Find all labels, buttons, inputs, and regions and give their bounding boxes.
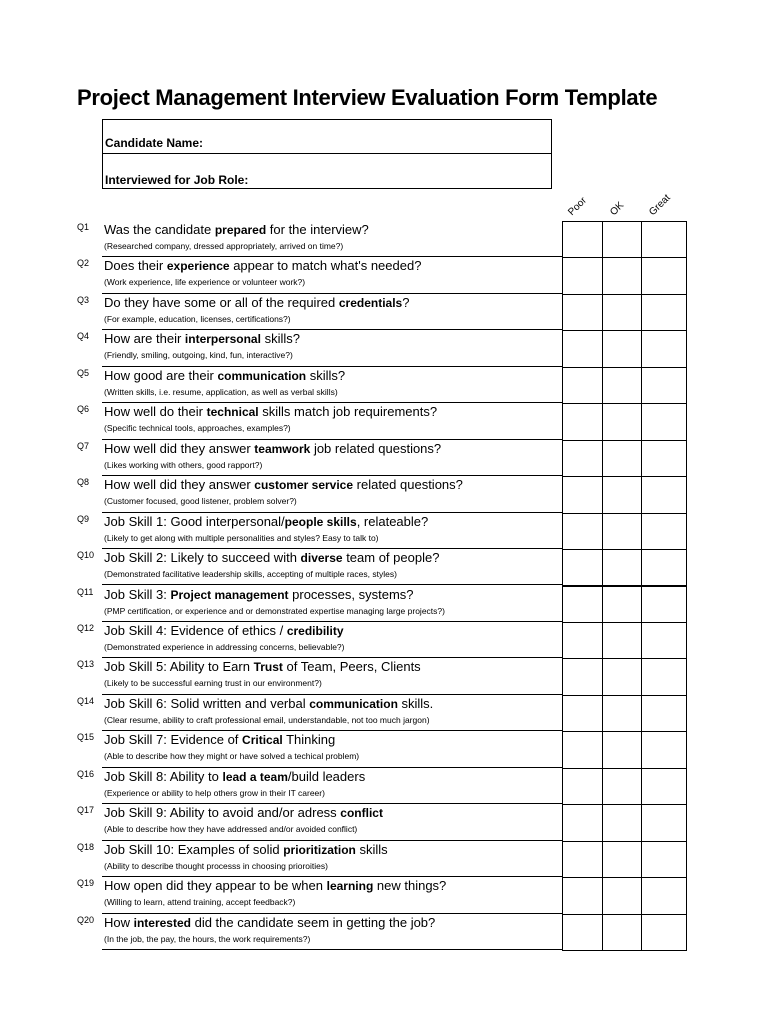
rating-cell-great[interactable]: [641, 731, 687, 768]
question-hint: (Friendly, smiling, outgoing, kind, fun, interactive?): [104, 350, 293, 361]
question-number: Q3: [77, 294, 90, 305]
rating-cell-poor[interactable]: [562, 586, 603, 623]
rating-cell-great[interactable]: [641, 804, 687, 841]
rating-cell-great[interactable]: [641, 658, 687, 695]
question-number: Q10: [77, 550, 95, 561]
rating-cell-poor[interactable]: [562, 367, 603, 404]
page-title: Project Management Interview Evaluation Form Template: [77, 85, 658, 110]
rating-cell-ok[interactable]: [602, 294, 642, 331]
rating-cell-ok[interactable]: [602, 877, 642, 914]
question-text: Job Skill 6: Solid written and verbal communication skills.: [104, 695, 434, 711]
question-text: How good are their communication skills?: [104, 367, 346, 383]
question-text: How well did they answer teamwork job related questions?: [104, 440, 442, 456]
question-text: Job Skill 3: Project management processes, systems?: [104, 586, 414, 602]
rating-cell-ok[interactable]: [602, 476, 642, 513]
rating-cell-ok[interactable]: [602, 330, 642, 367]
rating-cell-ok[interactable]: [602, 622, 642, 659]
rating-cell-great[interactable]: [641, 440, 687, 477]
rating-cell-ok[interactable]: [602, 549, 642, 586]
question-hint: (Likes working with others, good rapport?): [104, 459, 263, 470]
question-number: Q13: [77, 659, 95, 670]
rating-cell-ok[interactable]: [602, 914, 642, 951]
question-text: Does their experience appear to match what's needed?: [104, 258, 422, 274]
question-number: Q2: [77, 258, 90, 269]
rating-cell-poor[interactable]: [562, 877, 603, 914]
question-text: How open did they appear to be when learning new things?: [104, 878, 447, 894]
rating-cell-poor[interactable]: [562, 440, 603, 477]
question-number: Q9: [77, 513, 90, 524]
rating-cell-ok[interactable]: [602, 440, 642, 477]
rating-cell-poor[interactable]: [562, 221, 603, 258]
question-hint: (Likely to get along with multiple personalities and styles? Easy to talk to): [104, 532, 379, 543]
rating-cell-poor[interactable]: [562, 658, 603, 695]
rating-cell-great[interactable]: [641, 513, 687, 550]
rating-grid: [562, 221, 686, 950]
question-hint: (Able to describe how they might or have solved a techical problem): [104, 751, 360, 762]
question-hint: (PMP certification, or experience and or demonstrated expertise managing large projects?): [104, 605, 445, 616]
question-text: How are their interpersonal skills?: [104, 331, 300, 347]
rating-cell-great[interactable]: [641, 221, 687, 258]
rating-cell-great[interactable]: [641, 476, 687, 513]
question-hint: (Ability to describe thought processs in choosing prioroities): [104, 860, 328, 871]
question-number: Q16: [77, 768, 95, 779]
question-hint: (Willing to learn, attend training, accept feedback?): [104, 897, 296, 908]
question-number: Q6: [77, 404, 90, 415]
row-divider: [102, 949, 562, 950]
rating-cell-ok[interactable]: [602, 257, 642, 294]
rating-cell-poor[interactable]: [562, 841, 603, 878]
question-text: Job Skill 4: Evidence of ethics / credibility: [104, 622, 344, 638]
rating-cell-ok[interactable]: [602, 221, 642, 258]
question-number: Q19: [77, 878, 95, 889]
rating-cell-poor[interactable]: [562, 914, 603, 951]
question-number: Q8: [77, 477, 90, 488]
question-text: Was the candidate prepared for the interview?: [104, 222, 369, 237]
rating-cell-great[interactable]: [641, 877, 687, 914]
rating-cell-ok[interactable]: [602, 841, 642, 878]
question-hint: (Experience or ability to help others grow in their IT career): [104, 787, 325, 798]
rating-cell-ok[interactable]: [602, 804, 642, 841]
rating-cell-poor[interactable]: [562, 768, 603, 805]
rating-cell-poor[interactable]: [562, 622, 603, 659]
rating-cell-great[interactable]: [641, 367, 687, 404]
rating-cell-poor[interactable]: [562, 476, 603, 513]
rating-cell-ok[interactable]: [602, 658, 642, 695]
rating-cell-great[interactable]: [641, 257, 687, 294]
question-number: Q11: [77, 586, 94, 597]
question-hint: (Customer focused, good listener, problem solver?): [104, 496, 297, 507]
question-hint: (Researched company, dressed appropriately, arrived on time?): [104, 241, 344, 251]
rating-cell-great[interactable]: [641, 294, 687, 331]
rating-cell-great[interactable]: [641, 586, 687, 623]
rating-cell-ok[interactable]: [602, 768, 642, 805]
question-hint: (Demonstrated experience in addressing concerns, believable?): [104, 641, 345, 652]
question-hint: (For example, education, licenses, certifications?): [104, 313, 291, 324]
question-number: Q7: [77, 440, 90, 451]
rating-cell-ok[interactable]: [602, 403, 642, 440]
column-header-great: Great: [647, 192, 673, 218]
question-text: Do they have some or all of the required credentials?: [104, 294, 410, 310]
job-role-label: Interviewed for Job Role:: [105, 173, 249, 187]
rating-cell-great[interactable]: [641, 695, 687, 732]
candidate-name-row[interactable]: [103, 120, 551, 154]
question-text: Job Skill 2: Likely to succeed with diverse team of people?: [104, 550, 440, 566]
rating-cell-ok[interactable]: [602, 513, 642, 550]
rating-cell-ok[interactable]: [602, 586, 642, 623]
question-number: Q5: [77, 367, 90, 378]
rating-cell-great[interactable]: [641, 768, 687, 805]
question-text: Job Skill 10: Examples of solid prioritization skills: [104, 841, 388, 857]
candidate-info-box: [102, 119, 552, 189]
question-hint: (In the job, the pay, the hours, the work requirements?): [104, 933, 311, 944]
question-text: How well did they answer customer service related questions?: [104, 477, 463, 493]
rating-cell-great[interactable]: [641, 330, 687, 367]
question-number: Q15: [77, 732, 95, 743]
question-text: Job Skill 9: Ability to avoid and/or adress conflict: [104, 805, 383, 821]
question-text: How interested did the candidate seem in getting the job?: [104, 914, 436, 930]
question-number: Q4: [77, 331, 90, 342]
rating-cell-poor[interactable]: [562, 513, 603, 550]
job-role-row[interactable]: [103, 153, 551, 189]
column-header-poor: Poor: [566, 195, 589, 218]
rating-cell-ok[interactable]: [602, 731, 642, 768]
question-number: Q12: [77, 622, 95, 633]
question-number: Q20: [77, 914, 95, 925]
rating-cell-great[interactable]: [641, 403, 687, 440]
question-text: How well do their technical skills match job requirements?: [104, 404, 438, 420]
rating-cell-poor[interactable]: [562, 403, 603, 440]
rating-cell-poor[interactable]: [562, 731, 603, 768]
question-text: Job Skill 7: Evidence of Critical Thinking: [104, 732, 336, 748]
rating-cell-poor[interactable]: [562, 549, 603, 586]
rating-cell-poor[interactable]: [562, 695, 603, 732]
rating-cell-great[interactable]: [641, 914, 687, 951]
rating-cell-great[interactable]: [641, 841, 687, 878]
rating-cell-poor[interactable]: [562, 294, 603, 331]
question-hint: (Work experience, life experience or volunteer work?): [104, 277, 306, 288]
question-hint: (Likely to be successful earning trust in our environment?): [104, 678, 322, 689]
question-hint: (Written skills, i.e. resume, application, as well as verbal skills): [104, 386, 338, 397]
rating-cell-ok[interactable]: [602, 695, 642, 732]
question-hint: (Clear resume, ability to craft professional email, understandable, not too much jargon): [104, 714, 430, 725]
rating-cell-poor[interactable]: [562, 330, 603, 367]
rating-cell-great[interactable]: [641, 549, 687, 586]
rating-cell-poor[interactable]: [562, 804, 603, 841]
question-hint: (Able to describe how they have addressed and/or avoided conflict): [104, 824, 358, 835]
candidate-name-label: Candidate Name:: [105, 136, 204, 150]
question-text: Job Skill 5: Ability to Earn Trust of Team, Peers, Clients: [104, 659, 421, 675]
rating-cell-ok[interactable]: [602, 367, 642, 404]
question-number: Q17: [77, 805, 95, 816]
question-hint: (Specific technical tools, approaches, examples?): [104, 423, 291, 434]
rating-cell-poor[interactable]: [562, 257, 603, 294]
question-number: Q1: [77, 222, 90, 232]
column-header-ok: OK: [608, 200, 627, 218]
question-hint: (Demonstrated facilitative leadership skills, accepting of multiple races, styles): [104, 569, 397, 580]
question-number: Q18: [77, 841, 95, 852]
question-number: Q14: [77, 695, 95, 706]
question-text: Job Skill 1: Good interpersonal/people skills, relateable?: [104, 513, 429, 529]
question-text: Job Skill 8: Ability to lead a team/build leaders: [104, 768, 366, 784]
rating-cell-great[interactable]: [641, 622, 687, 659]
